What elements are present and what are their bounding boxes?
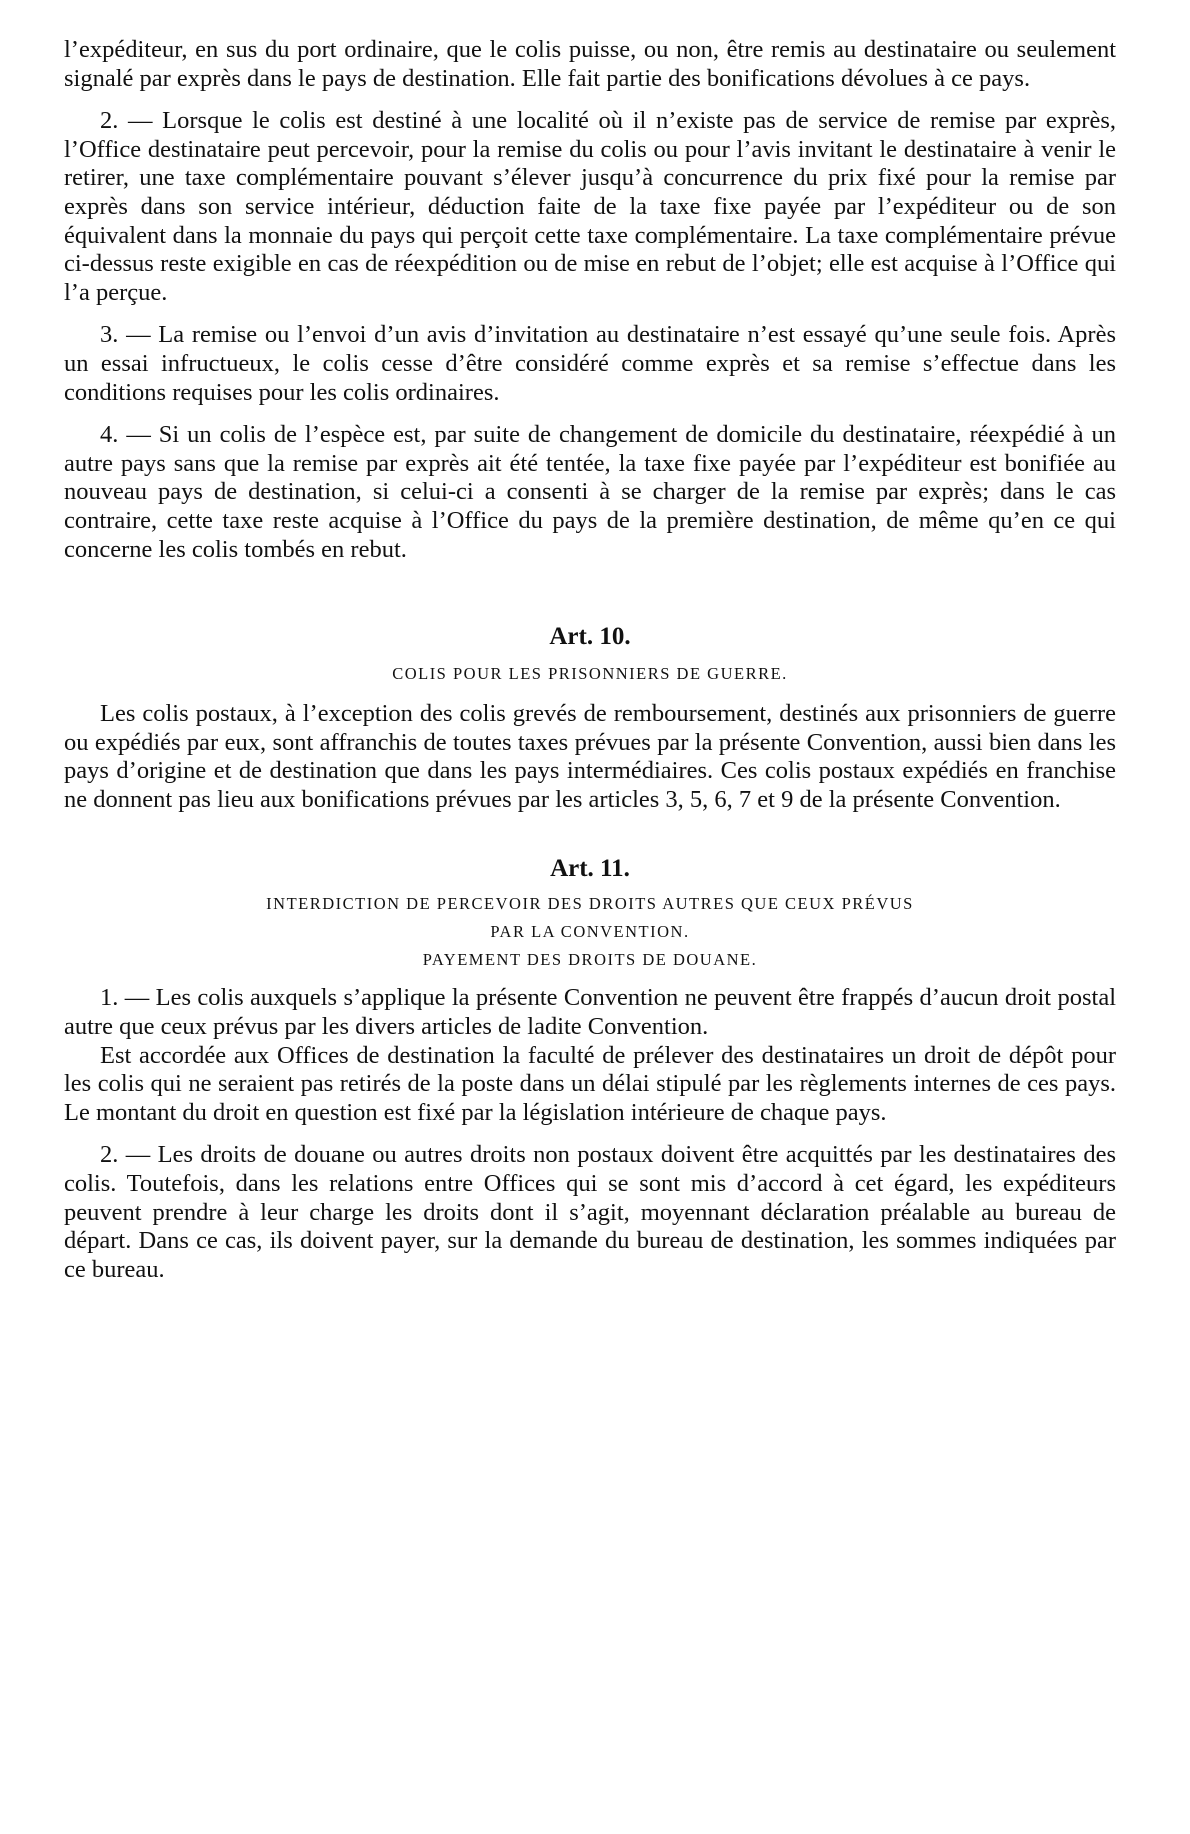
art11-subtitle-line-1: INTERDICTION DE PERCEVOIR DES DROITS AUTRES QUE CEUX PRÉVUS [266, 894, 914, 914]
art11-paragraph-2: 2. — Les droits de douane ou autres droits non postaux doivent être acquittés par les destinataires des colis. Toutefois, dans les relations entre Offices qui se sont mis d’accord à cet égard, les expéditeurs peuvent prendre à leur charge les droits dont il s’agit, moyennant déclaration préalable au bureau de départ. Dans ce cas, ils doivent payer, sur la demande du bureau de destination, les sommes indiquées par ce bureau. [64, 1141, 1116, 1283]
art10-paragraph: Les colis postaux, à l’exception des colis grevés de remboursement, destinés aux prisonniers de guerre ou expédiés par eux, sont affranchis de toutes taxes prévues par la présente Convention, aussi bien dans les pays d’origine et de destination que dans les pays intermédiaires. Ces colis postaux expédiés en franchise ne donnent pas lieu aux bonifications prévues par les articles 3, 5, 6, 7 et 9 de la présente Convention. [64, 700, 1116, 813]
art9-paragraph-3: 3. — La remise ou l’envoi d’un avis d’invitation au destinataire n’est essayé qu’une seule fois. Après un essai infructueux, le colis cesse d’être considéré comme exprès et sa remise s’effectue dans les conditions requises pour les colis ordinaires. [64, 321, 1116, 406]
art9-paragraph-2: 2. — Lorsque le colis est destiné à une localité où il n’existe pas de service de remise par exprès, l’Office destinataire peut percevoir, pour la remise du colis ou pour l’avis invitant le destinataire à venir le retirer, une taxe complémentaire pouvant s’élever jusqu’à concurrence du prix fixé pour la remise par exprès dans son service intérieur, déduction faite de la taxe fixe payée par l’expéditeur ou de son équivalent dans la monnaie du pays qui perçoit cette taxe complémentaire. La taxe complémentaire prévue ci-dessus reste exigible en cas de réexpédition ou de mise en rebut de l’objet; elle est acquise à l’Office qui l’a perçue. [64, 107, 1116, 306]
art11-heading: Art. 11. [550, 855, 630, 883]
art10-subtitle: COLIS POUR LES PRISONNIERS DE GUERRE. [392, 664, 788, 684]
text-column [64, 36, 1116, 1284]
art11-subtitle-line-2: PAR LA CONVENTION. [490, 922, 690, 942]
art10-heading: Art. 10. [549, 623, 631, 651]
art9-paragraph-4: 4. — Si un colis de l’espèce est, par suite de changement de domicile du destinataire, réexpédié à un autre pays sans que la remise par exprès ait été tentée, la taxe fixe payée par l’expéditeur est bonifiée au nouveau pays de destination, si celui-ci a consenti à se charger de la remise par exprès; dans le cas contraire, cette taxe reste acquise à l’Office du pays de la première destination, de même qu’en ce qui concerne les colis tombés en rebut. [64, 421, 1116, 563]
art11-paragraph-1: 1. — Les colis auxquels s’applique la présente Convention ne peuvent être frappés d’aucun droit postal autre que ceux prévus par les divers articles de ladite Convention. [64, 984, 1116, 1041]
carry-over-paragraph: l’expéditeur, en sus du port ordinaire, que le colis puisse, ou non, être remis au destinataire ou seulement signalé par exprès dans le pays de destination. Elle fait partie des bonifications dévolues à ce pays. [64, 36, 1116, 92]
art11-subtitle-line-3: PAYEMENT DES DROITS DE DOUANE. [422, 950, 758, 970]
art11-paragraph-1b: Est accordée aux Offices de destination la faculté de prélever des destinataires un droit de dépôt pour les colis qui ne seraient pas retirés de la poste dans un délai stipulé par les règlements internes de ces pays. Le montant du droit en question est fixé par la législation intérieure de chaque pays. [64, 1041, 1116, 1126]
